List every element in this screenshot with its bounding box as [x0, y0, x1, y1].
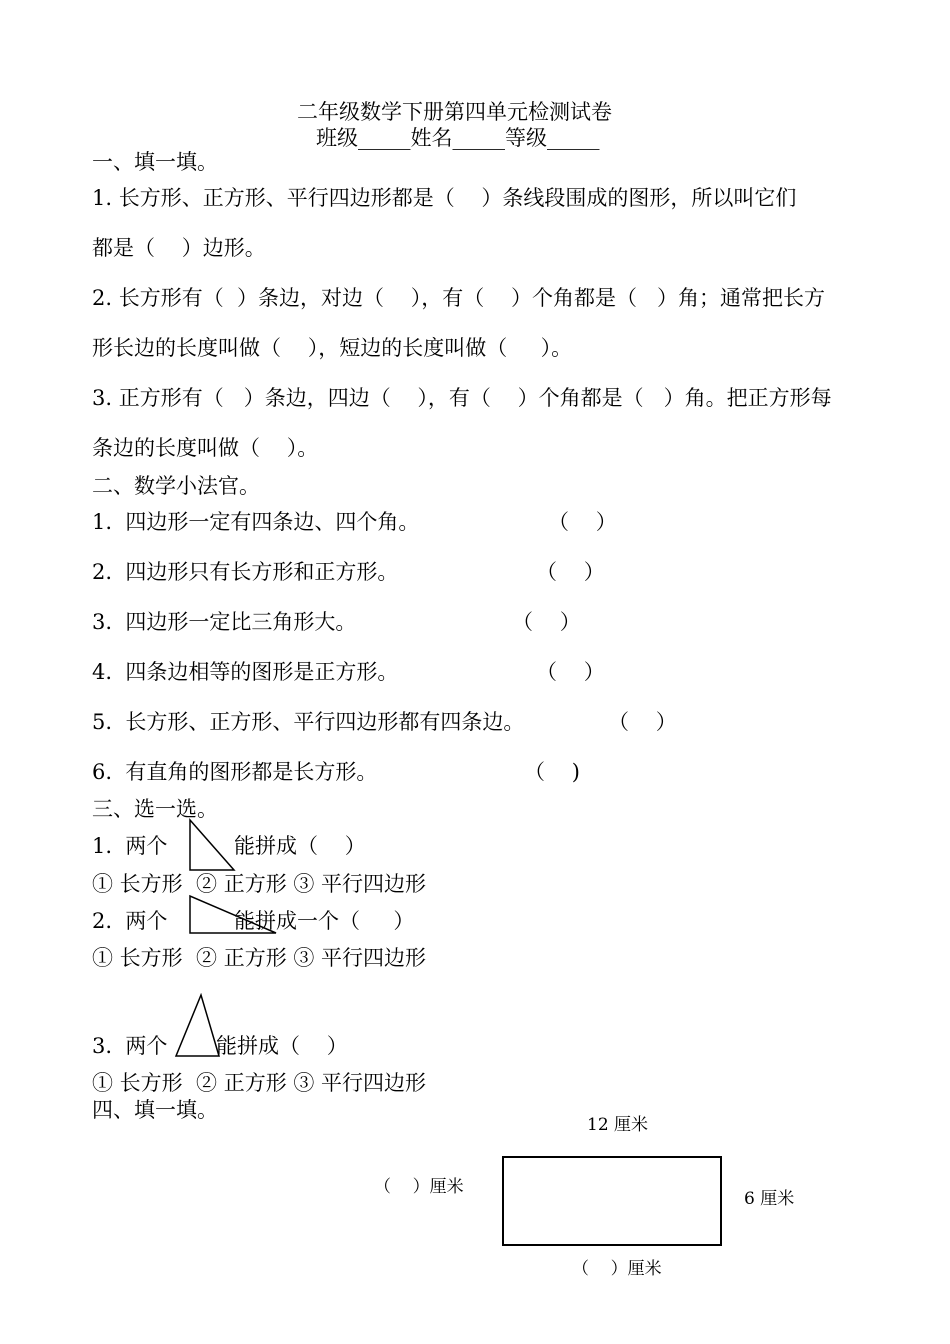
s1-line-6: 条边的长度叫做（ ）。 [92, 436, 319, 460]
judge-mark-5: （ ） [608, 710, 677, 734]
rect-right-label: 6 厘米 [744, 1189, 795, 1209]
judge-mark-2: （ ） [536, 560, 605, 584]
s1-line-1: 1. 长方形、正方形、平行四边形都是（ ）条线段围成的图形，所以叫它们 [92, 186, 797, 210]
judge-item-4: 4. 四条边相等的图形是正方形。 [92, 660, 399, 684]
choice-q2-pre: 2. 两个 [92, 909, 168, 933]
s1-line-3: 2. 长方形有（ ）条边，对边（ ），有（ ）个角都是（ ）角；通常把长方 [92, 286, 825, 310]
judge-mark-1: （ ） [548, 510, 617, 534]
right-triangle-tall-icon [188, 818, 238, 874]
judge-item-2: 2. 四边形只有长方形和正方形。 [92, 560, 399, 584]
judge-mark-3: （ ） [512, 610, 581, 634]
s1-line-4: 形长边的长度叫做（ ），短边的长度叫做（ ）。 [92, 336, 573, 360]
s1-line-5: 3. 正方形有（ ）条边，四边（ ），有（ ）个角都是（ ）角。把正方形每 [92, 386, 832, 410]
choice-q3-options: ① 长方形 ② 正方形 ③ 平行四边形 [92, 1071, 427, 1095]
rect-left-label: （ ）厘米 [374, 1177, 464, 1197]
rectangle-figure [502, 1156, 722, 1246]
judge-item-6: 6. 有直角的图形都是长方形。 [92, 760, 378, 784]
section1-heading: 一、填一填。 [92, 150, 218, 174]
judge-mark-6: （ ) [524, 760, 580, 784]
right-triangle-wide-icon [188, 894, 280, 936]
judge-item-1: 1. 四边形一定有四条边、四个角。 [92, 510, 420, 534]
choice-q3-pre: 3. 两个 [92, 1034, 168, 1058]
isosceles-triangle-icon [174, 993, 222, 1059]
section2-heading: 二、数学小法官。 [92, 474, 260, 498]
choice-q2-post: 能拼成一个（ ） [234, 909, 415, 933]
choice-q3-post: 能拼成（ ） [216, 1034, 348, 1058]
section4-heading: 四、填一填。 [92, 1098, 218, 1122]
choice-q1-options: ① 长方形 ② 正方形 ③ 平行四边形 [92, 872, 427, 896]
s1-line-2: 都是（ ）边形。 [92, 236, 266, 260]
judge-mark-4: （ ） [536, 660, 605, 684]
rect-bottom-label: （ ）厘米 [572, 1259, 662, 1279]
choice-q2-options: ① 长方形 ② 正方形 ③ 平行四边形 [92, 946, 427, 970]
rect-top-label: 12 厘米 [587, 1115, 649, 1135]
judge-item-3: 3. 四边形一定比三角形大。 [92, 610, 357, 634]
judge-item-5: 5. 长方形、正方形、平行四边形都有四条边。 [92, 710, 525, 734]
page-title: 二年级数学下册第四单元检测试卷 [297, 100, 612, 124]
section3-heading: 三、选一选。 [92, 797, 218, 821]
student-info-line: 班级_____姓名_____等级_____ [316, 126, 600, 150]
choice-q1-pre: 1. 两个 [92, 834, 168, 858]
choice-q1-post: 能拼成（ ） [234, 834, 366, 858]
